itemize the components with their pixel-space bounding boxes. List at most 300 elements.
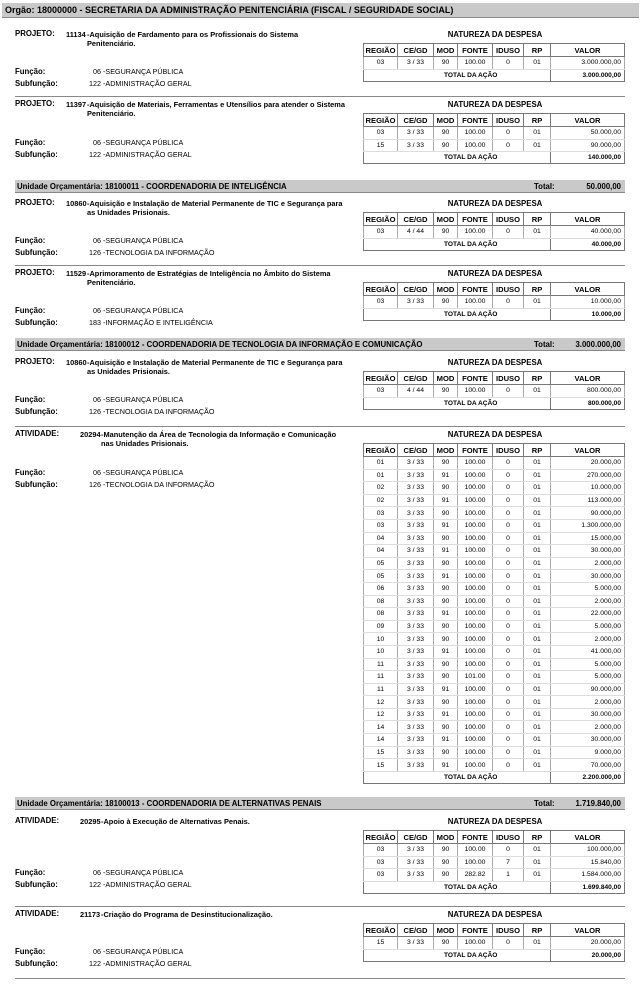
table-cell: 02 [364,494,398,507]
table-cell: 0 [493,494,524,507]
column-header: FONTE [458,372,493,385]
subfuncao-code: 122 [89,959,101,968]
table-cell: 90 [434,457,458,470]
column-header: CE/GD [398,924,434,937]
table-cell: 90.000,00 [551,507,625,520]
total-row [364,949,625,961]
table-cell: 91 [434,734,458,747]
table-cell: 2.000,00 [551,721,625,734]
table-cell: 01 [524,696,551,709]
table-cell: 03 [364,869,398,882]
table-cell: 03 [364,226,398,239]
section-divider [15,978,625,979]
table-cell: 0 [493,519,524,532]
total-label: TOTAL DA AÇÃO [364,238,551,250]
table-cell: 800.000,00 [551,385,625,398]
table-header-row [364,44,625,57]
column-header: REGIÃO [364,924,398,937]
column-header: REGIÃO [364,283,398,296]
table-cell: 3 / 33 [398,708,434,721]
funcao-label: Função: [15,236,46,245]
table-cell: 01 [524,57,551,70]
column-header: CE/GD [398,114,434,127]
table-cell: 100.00 [458,582,493,595]
funcao-code: 06 [93,67,101,76]
funcao-code: 06 [93,468,101,477]
column-header: VALOR [551,44,625,57]
unidade-total-value: 50.000,00 [586,182,621,191]
table-cell: 100.00 [458,658,493,671]
table-cell: 100.00 [458,721,493,734]
table-cell: 01 [524,545,551,558]
table-cell: 09 [364,620,398,633]
table-row [364,869,625,882]
table-cell: 30.000,00 [551,734,625,747]
action-description [101,911,345,920]
funcao-label: Função: [15,67,46,76]
total-label: TOTAL DA AÇÃO [364,152,551,164]
table-cell: 08 [364,595,398,608]
funcao-value: -SEGURANÇA PÚBLICA [103,468,184,477]
subfuncao-label: Subfunção: [15,879,58,889]
table-cell: 3 / 33 [398,658,434,671]
expense-table [363,43,625,82]
action-kind: PROJETO: [15,29,55,38]
table-cell: 01 [524,844,551,857]
table-cell: 05 [364,570,398,583]
column-header: IDUSO [493,44,524,57]
table-cell: 90 [434,721,458,734]
action-code: 11134 [66,30,86,39]
table-cell: 90 [434,139,458,152]
table-cell: 0 [493,532,524,545]
table-cell: 3 / 33 [398,296,434,309]
table-cell: 3 / 33 [398,545,434,558]
table-cell: 01 [524,494,551,507]
total-label: TOTAL DA AÇÃO [364,771,551,783]
column-header: VALOR [551,444,625,457]
table-cell: 01 [524,759,551,772]
table-cell: 100.00 [458,226,493,239]
table-cell: 100.00 [458,645,493,658]
table-cell: 10.000,00 [551,296,625,309]
table-cell: 90 [434,856,458,869]
table-cell: 91 [434,608,458,621]
table-row [364,708,625,721]
funcao-value: -SEGURANÇA PÚBLICA [103,867,184,877]
table-cell: 2.000,00 [551,557,625,570]
table-row [364,633,625,646]
table-cell: 90 [434,557,458,570]
total-label: TOTAL DA AÇÃO [364,308,551,320]
table-cell: 3 / 33 [398,645,434,658]
funcao-code: 06 [93,395,101,404]
funcao-label: Função: [15,306,46,315]
subfuncao-value: -TECNOLOGIA DA INFORMAÇÃO [103,480,215,489]
funcao-label: Função: [15,138,46,148]
table-header-row [364,444,625,457]
action-kind: PROJETO: [15,357,55,366]
table-cell: 100.000,00 [551,844,625,857]
table-cell: 2.000,00 [551,696,625,709]
table-cell: 01 [524,570,551,583]
table-row [364,385,625,398]
table-cell: 90 [434,385,458,398]
action-kind: ATIVIDADE: [15,816,60,825]
table-cell: 3 / 33 [398,127,434,140]
natureza-heading: NATUREZA DA DESPESA [447,199,543,208]
table-cell: 22.000,00 [551,608,625,621]
table-cell: 01 [524,721,551,734]
table-cell: 3.000.000,00 [551,57,625,70]
table-cell: 4 / 44 [398,226,434,239]
table-cell: 113.000,00 [551,494,625,507]
total-row [364,771,625,783]
table-cell: 0 [493,57,524,70]
table-cell: 100.00 [458,507,493,520]
column-header: VALOR [551,114,625,127]
action-code: 20294 [80,430,101,439]
table-cell: 90 [434,869,458,882]
natureza-heading: NATUREZA DA DESPESA [447,100,543,109]
table-cell: 101.00 [458,671,493,684]
table-cell: 5.000,00 [551,671,625,684]
funcao-label: Função: [15,947,46,956]
subfuncao-value: -ADMINISTRAÇÃO GERAL [103,879,192,889]
table-cell: 01 [524,482,551,495]
table-cell: 100.00 [458,296,493,309]
table-cell: 3 / 33 [398,507,434,520]
column-header: RP [524,831,551,844]
funcao-value: -SEGURANÇA PÚBLICA [103,395,184,404]
column-header: IDUSO [493,444,524,457]
table-cell: 3 / 33 [398,494,434,507]
table-cell: 1.584.000,00 [551,869,625,882]
table-cell: 40.000,00 [551,226,625,239]
subfuncao-value: -INFORMAÇÃO E INTELIGÊNCIA [103,318,213,327]
subfuncao-code: 122 [89,150,101,160]
table-row [364,608,625,621]
table-cell: 1.300.000,00 [551,519,625,532]
unidade-header [15,797,625,810]
table-cell: 100.00 [458,519,493,532]
action-description [87,359,345,376]
table-cell: 10.000,00 [551,482,625,495]
column-header: IDUSO [493,831,524,844]
funcao-value: -SEGURANÇA PÚBLICA [103,947,184,956]
unidade-total-label: Total: [534,799,555,808]
table-cell: 4 / 44 [398,385,434,398]
table-cell: 100.00 [458,127,493,140]
table-cell: 04 [364,545,398,558]
total-label: TOTAL DA AÇÃO [364,69,551,81]
table-cell: 0 [493,127,524,140]
table-row [364,469,625,482]
table-cell: 20.000,00 [551,937,625,950]
table-cell: 90 [434,658,458,671]
table-cell: 15 [364,937,398,950]
table-cell: 0 [493,759,524,772]
action-description-text: -Apoio à Execução de Alternativas Penais. [101,817,250,826]
subfuncao-label: Subfunção: [15,150,58,160]
table-cell: 0 [493,620,524,633]
table-cell: 7 [493,856,524,869]
column-header: CE/GD [398,44,434,57]
table-header-row [364,213,625,226]
table-row [364,671,625,684]
action-kind: PROJETO: [15,99,55,108]
funcao-code: 06 [93,947,101,956]
column-header: CE/GD [398,213,434,226]
action-description-text: -Aquisição de Fardamento para os Profissionais do Sistema Penitenciário. [87,30,299,48]
table-header-row [364,924,625,937]
table-cell: 5.000,00 [551,620,625,633]
total-row [364,152,625,164]
column-header: CE/GD [398,372,434,385]
column-header: IDUSO [493,114,524,127]
column-header: IDUSO [493,213,524,226]
natureza-heading: NATUREZA DA DESPESA [447,817,543,826]
table-cell: 5.000,00 [551,582,625,595]
table-cell: 3 / 33 [398,696,434,709]
table-cell: 01 [524,127,551,140]
expense-table [363,371,625,410]
subfuncao-label: Subfunção: [15,248,58,257]
table-cell: 100.00 [458,937,493,950]
table-cell: 3 / 33 [398,595,434,608]
total-value: 3.000.000,00 [551,69,625,81]
total-label: TOTAL DA AÇÃO [364,397,551,409]
table-cell: 03 [364,57,398,70]
table-cell: 90 [434,937,458,950]
action-kind: ATIVIDADE: [15,429,60,438]
table-cell: 270.000,00 [551,469,625,482]
column-header: REGIÃO [364,44,398,57]
table-cell: 0 [493,296,524,309]
table-cell: 20.000,00 [551,457,625,470]
action-description-text: -Manutenção da Área de Tecnologia da Informação e Comunicação nas Unidades Prisionais. [101,430,337,448]
table-row [364,658,625,671]
table-row [364,856,625,869]
table-cell: 100.00 [458,532,493,545]
table-cell: 0 [493,844,524,857]
table-row [364,57,625,70]
table-cell: 3 / 33 [398,671,434,684]
subfuncao-code: 183 [89,318,101,327]
table-cell: 01 [524,869,551,882]
column-header: MOD [434,114,458,127]
table-cell: 100.00 [458,557,493,570]
table-cell: 91 [434,519,458,532]
table-cell: 100.00 [458,545,493,558]
action-code: 10860 [66,358,87,367]
total-value: 2.200.000,00 [551,771,625,783]
column-header: MOD [434,283,458,296]
table-cell: 0 [493,746,524,759]
action-description-text: -Aquisição de Materiais, Ferramentas e Utensílios para atender o Sistema Penitenciário. [87,100,345,118]
unidade-header [15,338,625,351]
column-header: FONTE [458,44,493,57]
unidade-title: Unidade Orçamentária: 18100012 - COORDENADORIA DE TECNOLOGIA DA INFORMAÇÃO E COMUNICAÇÃO [17,340,423,349]
column-header: RP [524,924,551,937]
table-row [364,507,625,520]
table-cell: 91 [434,545,458,558]
subfuncao-code: 126 [89,407,101,416]
table-cell: 9.000,00 [551,746,625,759]
table-row [364,734,625,747]
table-cell: 01 [524,620,551,633]
column-header: RP [524,213,551,226]
table-cell: 0 [493,507,524,520]
table-cell: 90 [434,507,458,520]
column-header: REGIÃO [364,114,398,127]
column-header: REGIÃO [364,444,398,457]
action-description-text: -Aprimoramento de Estratégias de Inteligência no Âmbito do Sistema Penitenciário. [87,269,331,287]
action-code: 11529 [66,269,87,278]
table-cell: 10 [364,633,398,646]
subfuncao-code: 122 [89,879,101,889]
column-header: MOD [434,372,458,385]
table-cell: 100.00 [458,482,493,495]
table-cell: 0 [493,721,524,734]
table-cell: 14 [364,721,398,734]
table-cell: 0 [493,457,524,470]
table-cell: 91 [434,494,458,507]
table-cell: 0 [493,633,524,646]
table-cell: 01 [524,708,551,721]
table-cell: 100.00 [458,608,493,621]
funcao-code: 06 [93,138,101,148]
table-cell: 04 [364,532,398,545]
table-cell: 0 [493,608,524,621]
table-cell: 0 [493,683,524,696]
subfuncao-code: 126 [89,248,101,257]
expense-table [363,923,625,962]
table-cell: 3 / 33 [398,519,434,532]
table-cell: 05 [364,557,398,570]
table-cell: 3 / 33 [398,844,434,857]
column-header: MOD [434,444,458,457]
table-cell: 3 / 33 [398,937,434,950]
table-cell: 01 [524,734,551,747]
table-cell: 3 / 33 [398,869,434,882]
table-cell: 01 [524,937,551,950]
table-cell: 91 [434,683,458,696]
table-cell: 3 / 33 [398,582,434,595]
expense-table [363,282,625,321]
table-cell: 11 [364,671,398,684]
table-cell: 90 [434,671,458,684]
table-row [364,844,625,857]
total-row [364,881,625,893]
expense-table [363,830,625,894]
subfuncao-value: -ADMINISTRAÇÃO GERAL [103,959,192,968]
action-code: 20295 [80,817,101,826]
total-value: 10.000,00 [551,308,625,320]
table-cell: 0 [493,482,524,495]
table-row [364,746,625,759]
table-cell: 01 [524,608,551,621]
table-cell: 100.00 [458,469,493,482]
column-header: REGIÃO [364,372,398,385]
table-cell: 90 [434,620,458,633]
funcao-label: Função: [15,395,46,404]
column-header: FONTE [458,283,493,296]
table-cell: 01 [524,226,551,239]
expense-table [363,212,625,251]
unidade-total-label: Total: [534,340,555,349]
column-header: RP [524,283,551,296]
column-header: FONTE [458,444,493,457]
table-cell: 90 [434,127,458,140]
table-cell: 90 [434,482,458,495]
table-row [364,519,625,532]
expense-table [363,113,625,164]
funcao-code: 06 [93,236,101,245]
table-cell: 02 [364,482,398,495]
table-cell: 3 / 33 [398,759,434,772]
table-cell: 01 [524,457,551,470]
table-cell: 14 [364,734,398,747]
table-cell: 100.00 [458,595,493,608]
table-cell: 90 [434,582,458,595]
table-cell: 3 / 33 [398,620,434,633]
table-cell: 01 [524,856,551,869]
funcao-code: 06 [93,867,101,877]
table-row [364,545,625,558]
table-cell: 0 [493,226,524,239]
table-cell: 100.00 [458,844,493,857]
total-row [364,308,625,320]
table-cell: 01 [524,746,551,759]
column-header: VALOR [551,831,625,844]
table-cell: 01 [524,469,551,482]
action-code: 21173 [80,910,101,919]
table-row [364,570,625,583]
table-row [364,595,625,608]
action-code: 10860 [66,199,87,208]
table-cell: 03 [364,844,398,857]
unidade-header [15,180,625,193]
table-cell: 01 [524,645,551,658]
table-cell: 3 / 33 [398,683,434,696]
funcao-code: 06 [93,306,101,315]
table-cell: 12 [364,708,398,721]
table-cell: 0 [493,469,524,482]
column-header: REGIÃO [364,213,398,226]
action-description [87,200,345,217]
table-cell: 15.000,00 [551,532,625,545]
table-row [364,759,625,772]
table-cell: 30.000,00 [551,570,625,583]
table-cell: 0 [493,557,524,570]
column-header: FONTE [458,114,493,127]
table-cell: 90 [434,696,458,709]
table-cell: 03 [364,385,398,398]
table-cell: 12 [364,696,398,709]
natureza-heading: NATUREZA DA DESPESA [447,30,543,39]
table-cell: 01 [524,595,551,608]
natureza-heading: NATUREZA DA DESPESA [447,269,543,278]
action-kind: PROJETO: [15,198,55,207]
table-row [364,127,625,140]
subfuncao-label: Subfunção: [15,407,58,416]
table-header-row [364,831,625,844]
unidade-total-label: Total: [534,182,555,191]
column-header: IDUSO [493,924,524,937]
table-cell: 100.00 [458,494,493,507]
column-header: CE/GD [398,444,434,457]
